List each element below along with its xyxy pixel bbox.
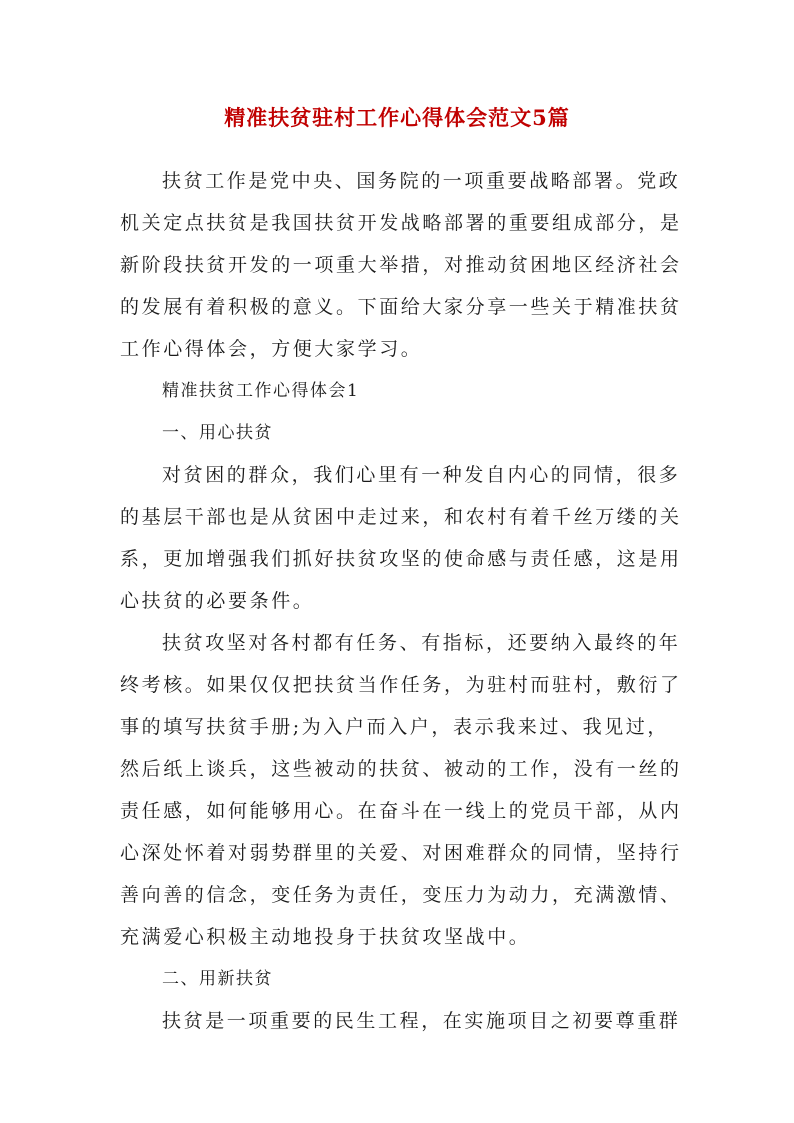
paragraph-line: 系，更加增强我们抓好扶贫攻坚的使命感与责任感，这是用 xyxy=(120,548,682,570)
paragraph-line: 善向善的信念，变任务为责任，变压力为动力，充满激情、 xyxy=(120,884,682,906)
paragraph-line: 的发展有着积极的意义。下面给大家分享一些关于精准扶贫 xyxy=(120,296,682,318)
paragraph-line: 扶贫攻坚对各村都有任务、有指标，还要纳入最终的年 xyxy=(162,632,681,654)
subsection-heading: 二、用新扶贫 xyxy=(162,969,273,989)
paragraph-line: 终考核。如果仅仅把扶贫当作任务，为驻村而驻村，敷衍了 xyxy=(120,674,682,696)
document-body xyxy=(120,160,680,1042)
section-heading: 精准扶贫工作心得体会1 xyxy=(162,381,360,401)
paragraph-line: 事的填写扶贫手册;为入户而入户，表示我来过、我见过， xyxy=(120,716,670,738)
paragraph-line: 扶贫是一项重要的民生工程，在实施项目之初要尊重群 xyxy=(162,1010,681,1032)
paragraph-line: 对贫困的群众，我们心里有一种发自内心的同情，很多 xyxy=(162,464,681,486)
paragraph-line: 责任感，如何能够用心。在奋斗在一线上的党员干部，从内 xyxy=(120,800,682,822)
paragraph-line: 扶贫工作是党中央、国务院的一项重要战略部署。党政 xyxy=(162,170,681,192)
document-title: 精准扶贫驻村工作心得体会范文5篇 xyxy=(224,105,570,130)
paragraph-line: 心深处怀着对弱势群里的关爱、对困难群众的同情，坚持行 xyxy=(120,842,682,864)
paragraph-line: 新阶段扶贫开发的一项重大举措，对推动贫困地区经济社会 xyxy=(120,254,682,276)
paragraph-line: 然后纸上谈兵，这些被动的扶贫、被动的工作，没有一丝的 xyxy=(120,758,682,780)
paragraph-line: 工作心得体会，方便大家学习。 xyxy=(120,338,423,360)
paragraph-line: 机关定点扶贫是我国扶贫开发战略部署的重要组成部分，是 xyxy=(120,212,682,234)
paragraph-line: 充满爱心积极主动地投身于扶贫攻坚战中。 xyxy=(120,926,531,948)
paragraph-line: 心扶贫的必要条件。 xyxy=(120,590,315,612)
paragraph-line: 的基层干部也是从贫困中走过来，和农村有着千丝万缕的关 xyxy=(120,506,682,528)
subsection-heading: 一、用心扶贫 xyxy=(162,423,273,443)
